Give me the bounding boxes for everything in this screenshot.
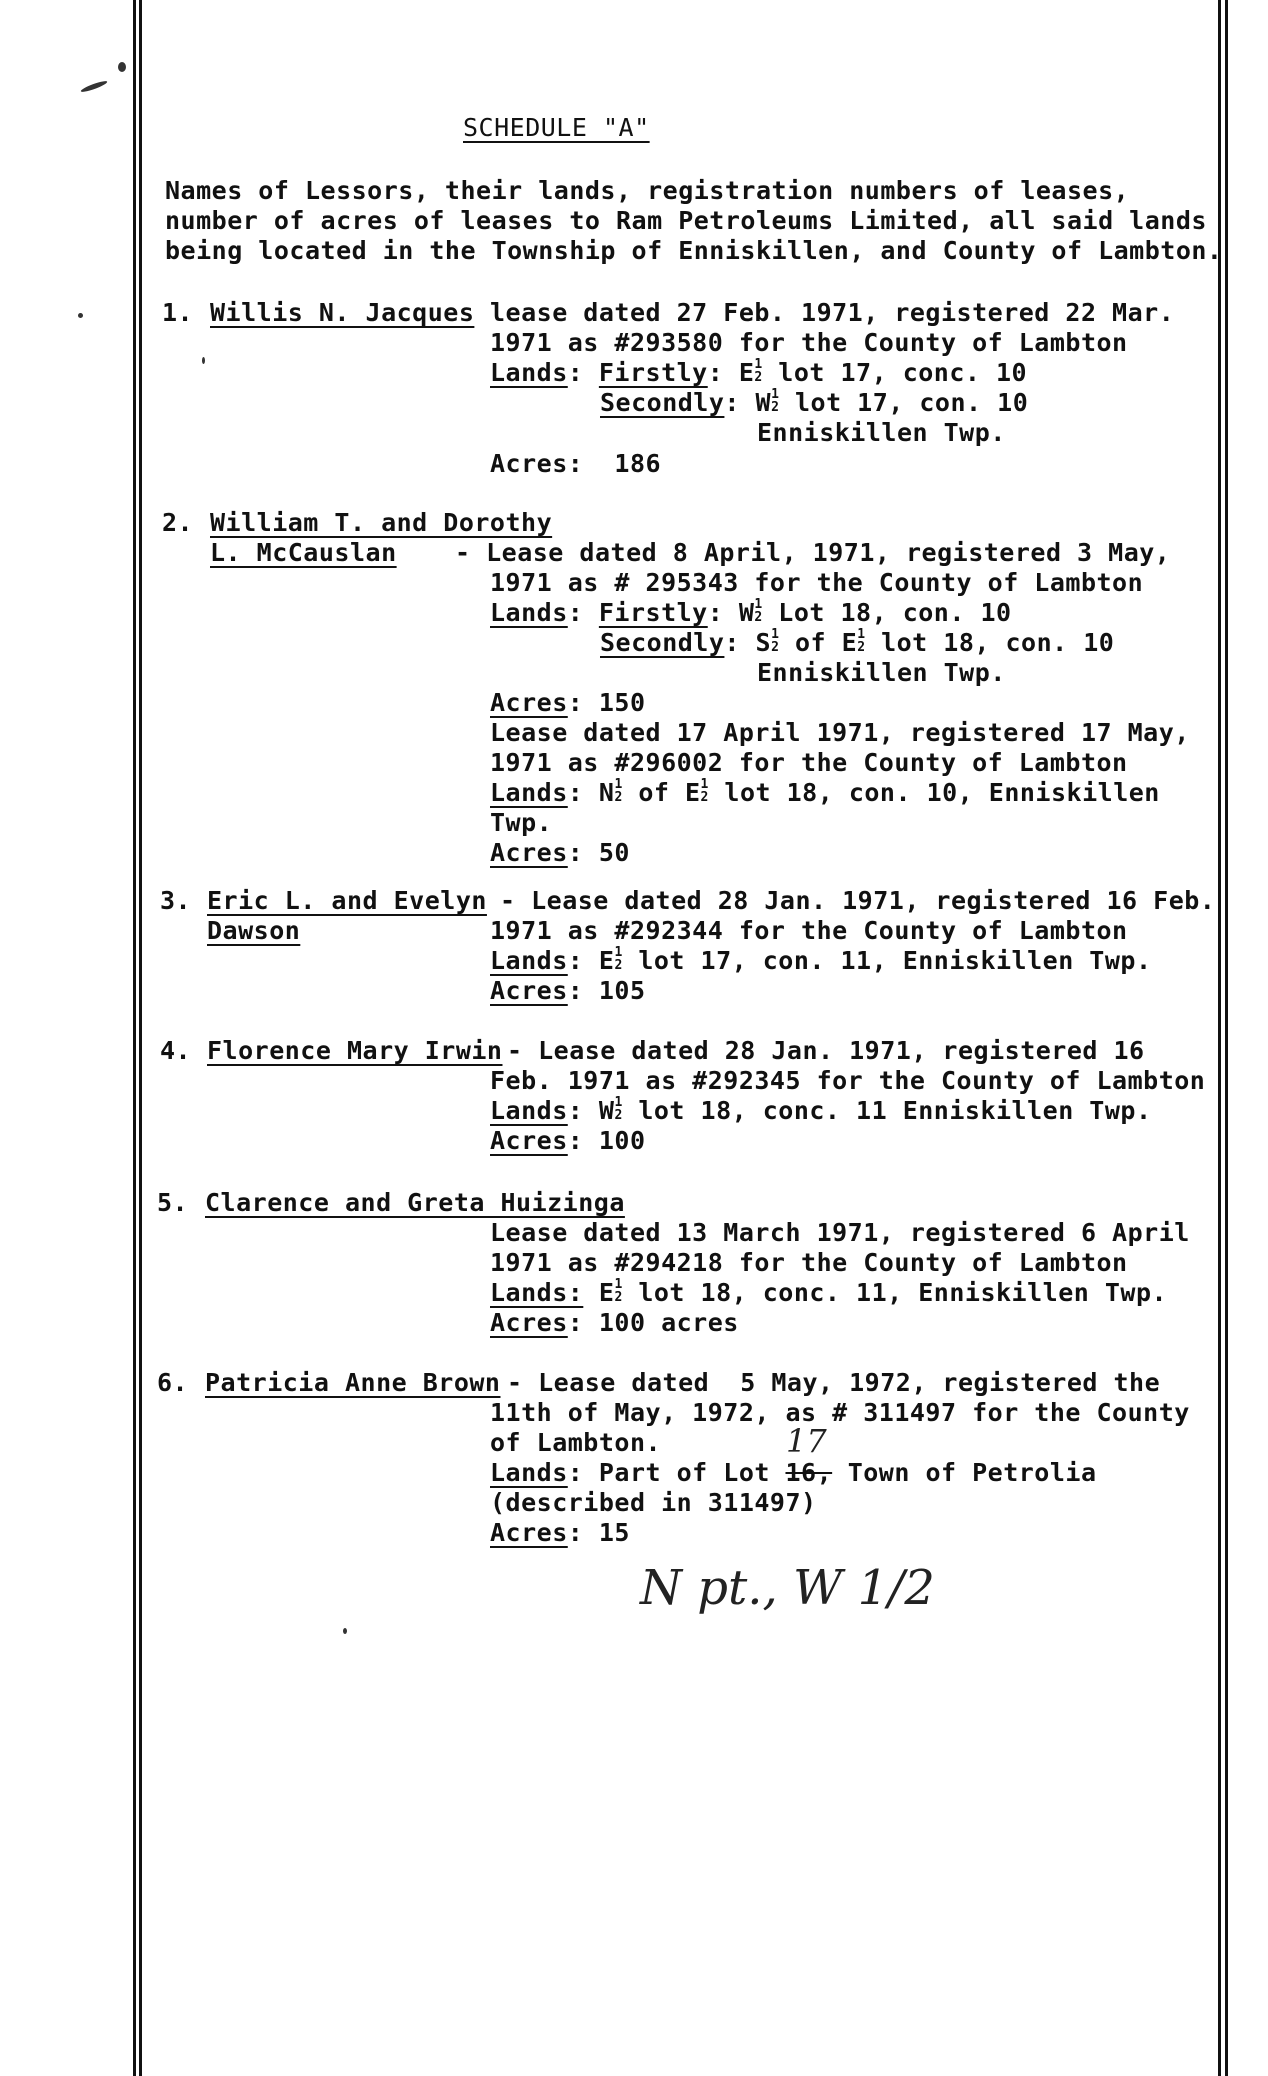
entry-1-lands-line: Lands: Firstly: E1 2 lot 17, conc. 10 [490, 357, 1028, 387]
entry-1-number: 1. [162, 298, 194, 327]
entry-1-acres: Acres: 186 [490, 449, 662, 478]
entry-6-lease-line: - Lease dated 5 May, 1972, registered the [507, 1368, 1161, 1397]
entry-5-lessor-name: Clarence and Greta Huizinga [205, 1188, 625, 1217]
ink-speck [78, 313, 83, 318]
entry-2-lease-line: 1971 as # 295343 for the County of Lambton [490, 568, 1144, 597]
entry-4-lands-line: Lands: W1 2 lot 18, conc. 11 Enniskillen Twp. [490, 1095, 1152, 1125]
entry-2-lease-line: Lease dated 17 April 1971, registered 17 May, [490, 718, 1190, 747]
ink-speck [202, 357, 205, 364]
entry-1-lease-line: lease dated 27 Feb. 1971, registered 22 Mar. [490, 298, 1175, 327]
entry-1-township: Enniskillen Twp. [757, 418, 1006, 447]
entry-6-lessor-name: Patricia Anne Brown [205, 1368, 501, 1397]
right-margin-rule-inner [1225, 0, 1228, 2076]
entry-2-lease-line: 1971 as #296002 for the County of Lambton [490, 748, 1128, 777]
entry-4-lessor-name: Florence Mary Irwin [207, 1036, 503, 1065]
intro-line: being located in the Township of Enniskillen, and County of Lambton. [165, 236, 1223, 265]
entry-3-lessor-name: Dawson [207, 916, 301, 945]
entry-1-lessor-name: Willis N. Jacques [210, 298, 475, 327]
entry-3-lease-line: 1971 as #292344 for the County of Lambton [490, 916, 1128, 945]
left-margin-rule-inner [139, 0, 142, 2076]
entry-3-lands-line: Lands: E1 2 lot 17, con. 11, Enniskillen Twp. [490, 945, 1152, 975]
entry-1-lease-line: 1971 as #293580 for the County of Lambton [490, 328, 1128, 357]
entry-3-lease-line: - Lease dated 28 Jan. 1971, registered 16 Feb. [500, 886, 1216, 915]
entry-4-acres: Acres: 100 [490, 1126, 646, 1155]
entry-6-number: 6. [157, 1368, 189, 1397]
handwritten-note: N pt., W 1/2 [640, 1560, 935, 1616]
entry-3-number: 3. [160, 886, 192, 915]
entry-1-lands-line: Secondly: W1 2 lot 17, con. 10 [600, 387, 1029, 417]
entry-6-lease-line: of Lambton. [490, 1428, 662, 1457]
entry-2-lands-line: Twp. [490, 808, 553, 837]
entry-2-acres: Acres: 50 [490, 838, 630, 867]
intro-line: Names of Lessors, their lands, registration numbers of leases, [165, 176, 1130, 205]
entry-2-lands-line: Lands: Firstly: W1 2 Lot 18, con. 10 [490, 597, 1012, 627]
page-title: SCHEDULE "A" [463, 113, 650, 142]
entry-5-lease-line: 1971 as #294218 for the County of Lambton [490, 1248, 1128, 1277]
entry-6-lands-line: (described in 311497) [490, 1488, 817, 1517]
entry-6-handwritten-correction: 17 [786, 1422, 827, 1460]
ink-speck [343, 1628, 347, 1634]
left-margin-rule-outer [133, 0, 136, 2076]
entry-5-acres: Acres: 100 acres [490, 1308, 739, 1337]
entry-5-number: 5. [157, 1188, 189, 1217]
ink-speck [118, 62, 126, 72]
entry-4-number: 4. [160, 1036, 192, 1065]
entry-3-lessor-name: Eric L. and Evelyn [207, 886, 487, 915]
entry-2-lands-line: Secondly: S1 2 of E1 2 lot 18, con. 10 [600, 627, 1115, 657]
entry-2-township: Enniskillen Twp. [757, 658, 1006, 687]
entry-2-lessor-name: William T. and Dorothy [210, 508, 553, 537]
entry-4-lease-line: Feb. 1971 as #292345 for the County of Lambton [490, 1066, 1206, 1095]
entry-6-lands-line: Lands: Part of Lot 16, Town of Petrolia [490, 1458, 1097, 1487]
ink-speck [80, 79, 108, 93]
entry-3-acres: Acres: 105 [490, 976, 646, 1005]
entry-2-number: 2. [162, 508, 194, 537]
entry-5-lease-line: Lease dated 13 March 1971, registered 6 April [490, 1218, 1190, 1247]
entry-2-lands-line: Lands: N1 2 of E1 2 lot 18, con. 10, Enniskillen [490, 777, 1160, 807]
intro-line: number of acres of leases to Ram Petroleums Limited, all said lands [165, 206, 1207, 235]
entry-2-lease-line: - Lease dated 8 April, 1971, registered 3 May, [455, 538, 1171, 567]
entry-6-lease-line: 11th of May, 1972, as # 311497 for the County [490, 1398, 1190, 1427]
entry-6-acres: Acres: 15 [490, 1518, 630, 1547]
entry-4-lease-line: - Lease dated 28 Jan. 1971, registered 16 [507, 1036, 1145, 1065]
entry-5-lands-line: Lands: E1 2 lot 18, conc. 11, Enniskillen Twp. [490, 1277, 1168, 1307]
entry-2-lessor-name: L. McCauslan [210, 538, 397, 567]
entry-2-acres: Acres: 150 [490, 688, 646, 717]
right-margin-rule-outer [1218, 0, 1221, 2076]
